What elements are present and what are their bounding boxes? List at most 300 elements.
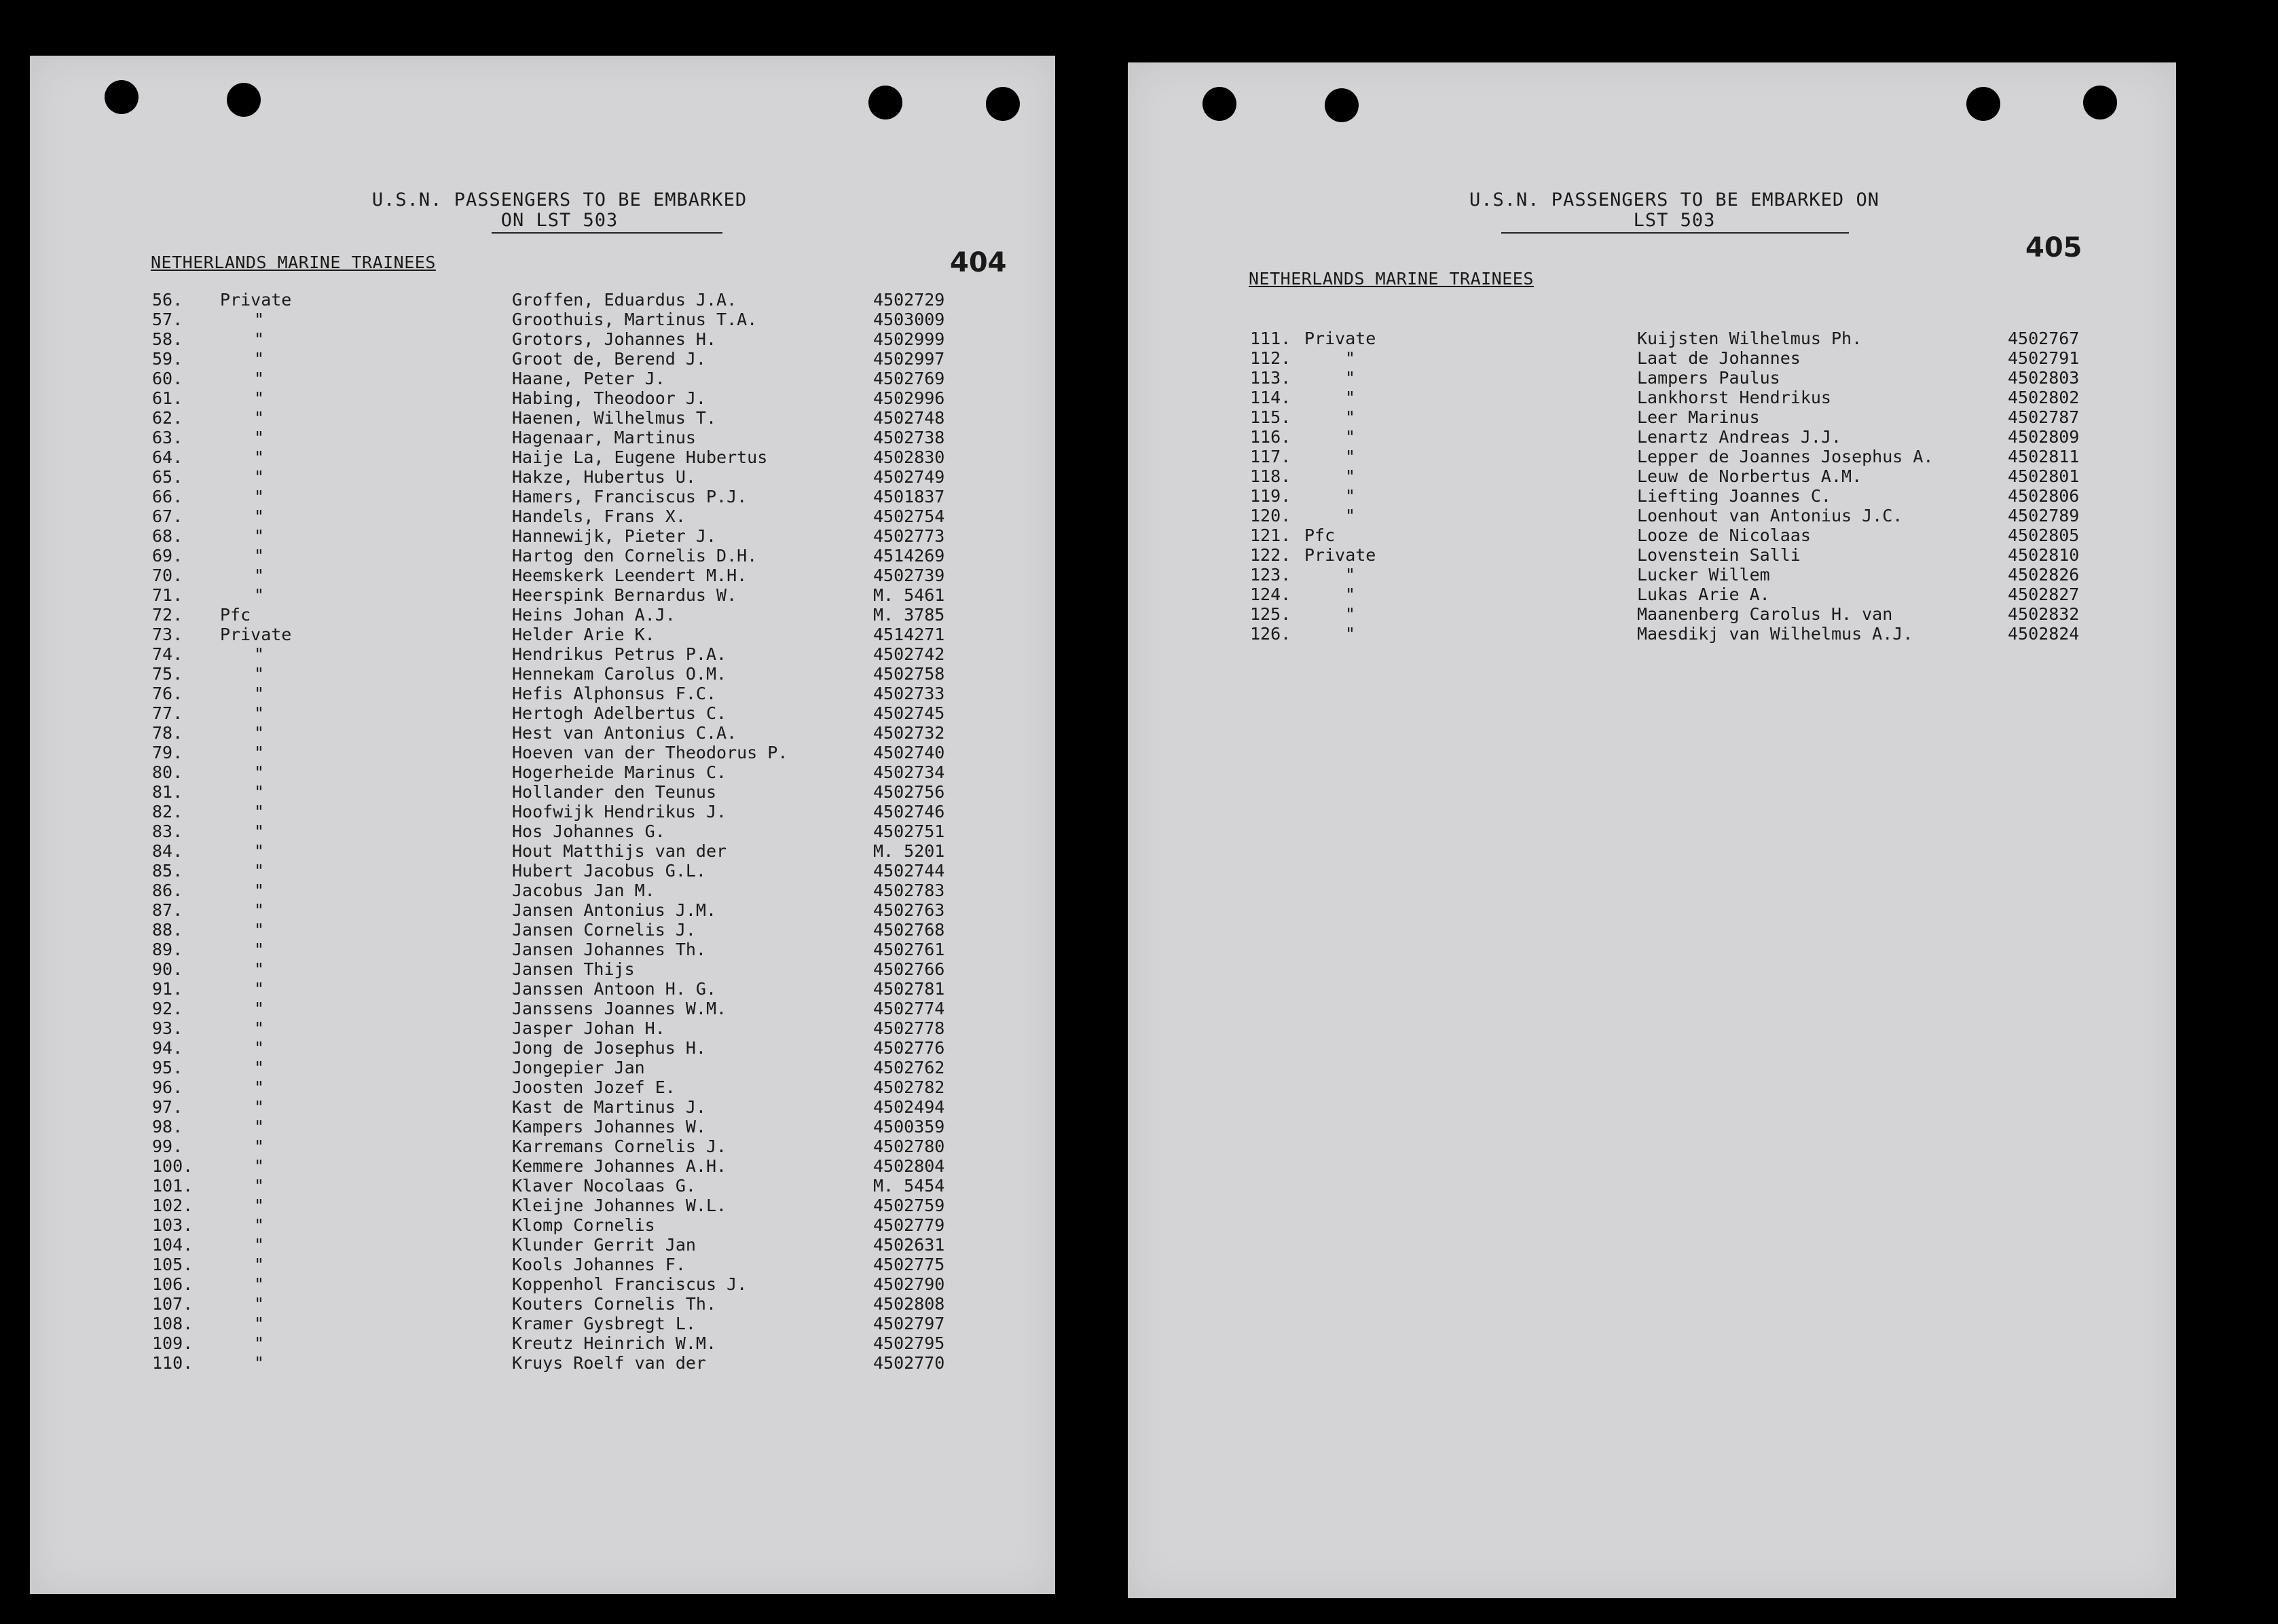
list-item	[152, 487, 967, 506]
entry-number: 70.	[152, 566, 183, 585]
service-number: 4502791	[2008, 348, 2080, 368]
list-item	[152, 861, 967, 881]
service-number: M. 5461	[873, 585, 945, 605]
list-item	[152, 1018, 967, 1038]
entry-number: 107.	[152, 1294, 194, 1314]
list-item	[152, 1215, 967, 1235]
list-item	[152, 782, 967, 802]
passenger-name: Hollander den Teunus	[512, 782, 717, 802]
rank: "	[254, 841, 265, 861]
list-item	[152, 703, 967, 723]
punch-hole	[868, 86, 902, 119]
service-number: 4502808	[873, 1294, 945, 1314]
rank: "	[1345, 427, 1356, 447]
passenger-name: Klunder Gerrit Jan	[512, 1235, 696, 1255]
rank: "	[254, 802, 265, 822]
service-number: 4502761	[873, 940, 945, 959]
rank: "	[254, 1058, 265, 1077]
service-number: 4502766	[873, 959, 945, 979]
entry-number: 101.	[152, 1176, 194, 1196]
rank: "	[1345, 368, 1356, 388]
rank: "	[254, 1176, 265, 1196]
rank: "	[1345, 506, 1356, 525]
list-item	[152, 310, 967, 329]
service-number: 4502795	[873, 1333, 945, 1353]
rank: "	[1345, 585, 1356, 604]
list-item	[152, 822, 967, 841]
entry-number: 122.	[1250, 545, 1291, 565]
rank: "	[1345, 407, 1356, 427]
rank: "	[254, 546, 265, 566]
list-item	[152, 1333, 967, 1353]
rank: "	[254, 920, 265, 940]
passenger-name: Hoeven van der Theodorus P.	[512, 743, 788, 762]
title-line-1: U.S.N. PASSENGERS TO BE EMBARKED ON	[1469, 189, 1879, 210]
title-rule	[1501, 232, 1849, 234]
rank: "	[254, 369, 265, 388]
passenger-name: Jansen Cornelis J.	[512, 920, 696, 940]
list-item	[152, 802, 967, 822]
entry-number: 68.	[152, 526, 183, 546]
section-heading: NETHERLANDS MARINE TRAINEES	[1249, 269, 1534, 289]
passenger-name: Kools Johannes F.	[512, 1255, 686, 1274]
passenger-name: Heins Johan A.J.	[512, 605, 676, 625]
list-item	[152, 1314, 967, 1333]
service-number: 4502745	[873, 703, 945, 723]
passenger-name: Haije La, Eugene Hubertus	[512, 447, 768, 467]
passenger-name: Leuw de Norbertus A.M.	[1637, 466, 1862, 486]
entry-number: 84.	[152, 841, 183, 861]
list-item	[1250, 486, 2080, 506]
rank: Private	[220, 290, 292, 310]
entry-number: 97.	[152, 1097, 183, 1117]
service-number: 4502740	[873, 743, 945, 762]
rank: "	[254, 1038, 265, 1058]
passenger-name: Kouters Cornelis Th.	[512, 1294, 717, 1314]
passenger-name: Haenen, Wilhelmus T.	[512, 408, 717, 428]
service-number: 4502999	[873, 329, 945, 349]
passenger-name: Jansen Johannes Th.	[512, 940, 706, 959]
entry-number: 87.	[152, 900, 183, 920]
list-item	[152, 881, 967, 900]
entry-number: 62.	[152, 408, 183, 428]
service-number: 4502780	[873, 1137, 945, 1156]
service-number: 4502754	[873, 506, 945, 526]
page-title	[369, 190, 750, 234]
passenger-name: Jansen Antonius J.M.	[512, 900, 717, 920]
list-item	[152, 979, 967, 999]
punch-hole	[986, 87, 1020, 121]
entry-number: 109.	[152, 1333, 194, 1353]
entry-number: 85.	[152, 861, 183, 881]
entry-number: 120.	[1250, 506, 1291, 525]
rank: "	[254, 1077, 265, 1097]
entry-number: 67.	[152, 506, 183, 526]
list-item	[152, 349, 967, 369]
list-item	[1250, 329, 2080, 348]
list-item	[152, 388, 967, 408]
service-number: 4502751	[873, 822, 945, 841]
list-item	[152, 920, 967, 940]
passenger-name: Helder Arie K.	[512, 625, 655, 644]
punch-hole	[1325, 88, 1359, 122]
passenger-name: Loenhout van Antonius J.C.	[1637, 506, 1903, 525]
service-number: M. 3785	[873, 605, 945, 625]
passenger-name: Jacobus Jan M.	[512, 881, 655, 900]
rank: "	[254, 723, 265, 743]
rank: "	[254, 664, 265, 684]
rank: "	[254, 881, 265, 900]
entry-number: 75.	[152, 664, 183, 684]
rank: "	[254, 1314, 265, 1333]
rank: "	[254, 329, 265, 349]
service-number: 4502749	[873, 467, 945, 487]
service-number: 4502776	[873, 1038, 945, 1058]
rank: "	[1345, 624, 1356, 644]
entry-number: 104.	[152, 1235, 194, 1255]
service-number: M. 5201	[873, 841, 945, 861]
service-number: 4502781	[873, 979, 945, 999]
service-number: 4502811	[2008, 447, 2080, 466]
list-item	[152, 1196, 967, 1215]
passenger-name: Haane, Peter J.	[512, 369, 665, 388]
entry-number: 95.	[152, 1058, 183, 1077]
rank: "	[254, 861, 265, 881]
entry-number: 79.	[152, 743, 183, 762]
rank: "	[254, 1294, 265, 1314]
entry-number: 78.	[152, 723, 183, 743]
entry-number: 76.	[152, 684, 183, 703]
rank: "	[254, 1255, 265, 1274]
entry-number: 92.	[152, 999, 183, 1018]
rank: "	[254, 310, 265, 329]
entry-number: 69.	[152, 546, 183, 566]
list-item	[1250, 407, 2080, 427]
title-line-1: U.S.N. PASSENGERS TO BE EMBARKED	[371, 189, 748, 210]
entry-number: 98.	[152, 1117, 183, 1137]
list-item	[152, 723, 967, 743]
passenger-name: Hos Johannes G.	[512, 822, 665, 841]
entry-number: 117.	[1250, 447, 1291, 466]
passenger-name: Jansen Thijs	[512, 959, 635, 979]
passenger-name: Janssens Joannes W.M.	[512, 999, 727, 1018]
service-number: 4502734	[873, 762, 945, 782]
passenger-name: Hennekam Carolus O.M.	[512, 664, 727, 684]
service-number: 4501837	[873, 487, 945, 506]
service-number: 4514269	[873, 546, 945, 566]
rank: "	[254, 684, 265, 703]
list-item	[152, 1077, 967, 1097]
list-item	[152, 1235, 967, 1255]
service-number: 4502739	[873, 566, 945, 585]
passenger-name: Kreutz Heinrich W.M.	[512, 1333, 717, 1353]
entry-number: 61.	[152, 388, 183, 408]
rank: Pfc	[1304, 525, 1336, 545]
entry-number: 125.	[1250, 604, 1291, 624]
passenger-name: Kuijsten Wilhelmus Ph.	[1637, 329, 1862, 348]
rank: "	[254, 900, 265, 920]
list-item	[1250, 348, 2080, 368]
list-item	[152, 1117, 967, 1137]
service-number: 4502803	[2008, 368, 2080, 388]
passenger-name: Hakze, Hubertus U.	[512, 467, 696, 487]
punch-hole	[227, 83, 261, 117]
entry-number: 59.	[152, 349, 183, 369]
punch-hole	[1202, 87, 1236, 121]
entry-number: 126.	[1250, 624, 1291, 644]
list-item	[152, 408, 967, 428]
service-number: 4502775	[873, 1255, 945, 1274]
list-item	[152, 1294, 967, 1314]
service-number: 4502742	[873, 644, 945, 664]
passenger-name: Lampers Paulus	[1637, 368, 1780, 388]
service-number: 4502744	[873, 861, 945, 881]
service-number: 4502767	[2008, 329, 2080, 348]
passenger-name: Heerspink Bernardus W.	[512, 585, 737, 605]
service-number: 4502759	[873, 1196, 945, 1215]
list-item	[152, 900, 967, 920]
list-item	[1250, 368, 2080, 388]
rank: "	[254, 1215, 265, 1235]
entry-number: 71.	[152, 585, 183, 605]
passenger-name: Hagenaar, Martinus	[512, 428, 696, 447]
rank: "	[1345, 565, 1356, 585]
list-item	[1250, 466, 2080, 486]
service-number: 4502806	[2008, 486, 2080, 506]
rank: "	[254, 979, 265, 999]
rank: "	[1345, 604, 1356, 624]
page-number: 405	[2025, 232, 2082, 263]
rank: "	[254, 388, 265, 408]
passenger-name: Maanenberg Carolus H. van	[1637, 604, 1893, 624]
rank: "	[1345, 466, 1356, 486]
passenger-name: Kemmere Johannes A.H.	[512, 1156, 727, 1176]
service-number: 4502732	[873, 723, 945, 743]
rank: "	[254, 999, 265, 1018]
passenger-name: Liefting Joannes C.	[1637, 486, 1831, 506]
passenger-name: Hoofwijk Hendrikus J.	[512, 802, 727, 822]
service-number: 4502774	[873, 999, 945, 1018]
list-item	[152, 1137, 967, 1156]
entry-number: 72.	[152, 605, 183, 625]
list-item	[152, 506, 967, 526]
service-number: 4502997	[873, 349, 945, 369]
service-number: 4502768	[873, 920, 945, 940]
list-item	[152, 329, 967, 349]
punch-hole	[105, 80, 139, 114]
list-item	[152, 625, 967, 644]
service-number: 4502790	[873, 1274, 945, 1294]
service-number: 4502733	[873, 684, 945, 703]
service-number: 4502789	[2008, 506, 2080, 525]
list-item	[152, 1156, 967, 1176]
service-number: 4502797	[873, 1314, 945, 1333]
passenger-name: Joosten Jozef E.	[512, 1077, 676, 1097]
list-item	[1250, 427, 2080, 447]
passenger-name: Hertogh Adelbertus C.	[512, 703, 727, 723]
rank: Pfc	[220, 605, 251, 625]
list-item	[152, 762, 967, 782]
entry-number: 65.	[152, 467, 183, 487]
passenger-name: Hamers, Franciscus P.J.	[512, 487, 748, 506]
passenger-name: Kruys Roelf van der	[512, 1353, 706, 1373]
entry-number: 57.	[152, 310, 183, 329]
service-number: 4502801	[2008, 466, 2080, 486]
service-number: 4502832	[2008, 604, 2080, 624]
entry-number: 116.	[1250, 427, 1291, 447]
rank: "	[254, 585, 265, 605]
list-item	[152, 428, 967, 447]
service-number: 4502756	[873, 782, 945, 802]
passenger-name: Lankhorst Hendrikus	[1637, 388, 1831, 407]
rank: "	[254, 1117, 265, 1137]
rank: "	[254, 506, 265, 526]
service-number: 4502783	[873, 881, 945, 900]
service-number: 4502773	[873, 526, 945, 546]
list-item	[1250, 388, 2080, 407]
entry-number: 112.	[1250, 348, 1291, 368]
passenger-name: Looze de Nicolaas	[1637, 525, 1811, 545]
rank: "	[254, 762, 265, 782]
service-number: 4502779	[873, 1215, 945, 1235]
entry-number: 73.	[152, 625, 183, 644]
entry-number: 100.	[152, 1156, 194, 1176]
list-item	[1250, 624, 2080, 644]
list-item	[1250, 585, 2080, 604]
passenger-name: Lucker Willem	[1637, 565, 1770, 585]
list-item	[152, 841, 967, 861]
list-item	[152, 1097, 967, 1117]
entry-number: 103.	[152, 1215, 194, 1235]
passenger-name: Heemskerk Leendert M.H.	[512, 566, 748, 585]
title-line-2: ON LST 503	[500, 210, 619, 231]
rank: "	[254, 743, 265, 762]
passenger-name: Leer Marinus	[1637, 407, 1760, 427]
passenger-name: Hubert Jacobus G.L.	[512, 861, 706, 881]
entry-number: 114.	[1250, 388, 1291, 407]
passenger-name: Kleijne Johannes W.L.	[512, 1196, 727, 1215]
list-item	[1250, 447, 2080, 466]
passenger-name: Jasper Johan H.	[512, 1018, 665, 1038]
passenger-name: Groot de, Berend J.	[512, 349, 706, 369]
list-item	[152, 684, 967, 703]
list-item	[152, 644, 967, 664]
entry-number: 86.	[152, 881, 183, 900]
passenger-name: Lukas Arie A.	[1637, 585, 1770, 604]
document-page-404	[30, 56, 1055, 1594]
list-item	[152, 605, 967, 625]
page-title	[1467, 190, 1881, 234]
entry-number: 99.	[152, 1137, 183, 1156]
list-item	[1250, 565, 2080, 585]
list-item	[152, 447, 967, 467]
service-number: 4502738	[873, 428, 945, 447]
entry-number: 81.	[152, 782, 183, 802]
passenger-name: Hefis Alphonsus F.C.	[512, 684, 717, 703]
entry-number: 108.	[152, 1314, 194, 1333]
passenger-name: Jong de Josephus H.	[512, 1038, 706, 1058]
section-heading: NETHERLANDS MARINE TRAINEES	[151, 253, 436, 272]
rank: "	[254, 1018, 265, 1038]
entry-number: 77.	[152, 703, 183, 723]
passenger-name: Grotors, Johannes H.	[512, 329, 717, 349]
entry-number: 91.	[152, 979, 183, 999]
punch-hole	[2083, 86, 2117, 119]
service-number: 4502746	[873, 802, 945, 822]
entry-number: 105.	[152, 1255, 194, 1274]
entry-number: 83.	[152, 822, 183, 841]
service-number: 4502758	[873, 664, 945, 684]
list-item	[152, 999, 967, 1018]
list-item	[1250, 506, 2080, 525]
document-page-405	[1128, 62, 2176, 1598]
passenger-name: Groffen, Eduardus J.A.	[512, 290, 737, 310]
rank: "	[1345, 348, 1356, 368]
passenger-name: Janssen Antoon H. G.	[512, 979, 717, 999]
passenger-name: Kampers Johannes W.	[512, 1117, 706, 1137]
title-rule	[492, 232, 722, 234]
service-number: 4502631	[873, 1235, 945, 1255]
rank: "	[254, 526, 265, 546]
passenger-name: Hogerheide Marinus C.	[512, 762, 727, 782]
passenger-name: Hartog den Cornelis D.H.	[512, 546, 758, 566]
entry-number: 121.	[1250, 525, 1291, 545]
entry-number: 88.	[152, 920, 183, 940]
passenger-name: Groothuis, Martinus T.A.	[512, 310, 758, 329]
list-item	[152, 467, 967, 487]
passenger-name: Laat de Johannes	[1637, 348, 1801, 368]
service-number: 4502830	[873, 447, 945, 467]
list-item	[152, 1353, 967, 1373]
passenger-name: Klomp Cornelis	[512, 1215, 655, 1235]
title-line-2: LST 503	[1633, 210, 1716, 231]
entry-number: 123.	[1250, 565, 1291, 585]
list-item	[152, 585, 967, 605]
rank: Private	[1304, 545, 1376, 565]
rank: "	[254, 467, 265, 487]
service-number: 4502809	[2008, 427, 2080, 447]
rank: "	[254, 703, 265, 723]
entry-number: 119.	[1250, 486, 1291, 506]
passenger-name: Jongepier Jan	[512, 1058, 645, 1077]
rank: "	[254, 822, 265, 841]
passenger-name: Handels, Frans X.	[512, 506, 686, 526]
entry-number: 80.	[152, 762, 183, 782]
rank: "	[254, 487, 265, 506]
entry-number: 118.	[1250, 466, 1291, 486]
rank: "	[254, 782, 265, 802]
rank: Private	[220, 625, 292, 644]
rank: "	[254, 428, 265, 447]
list-item	[152, 743, 967, 762]
service-number: 4502826	[2008, 565, 2080, 585]
list-item	[152, 959, 967, 979]
passenger-name: Hest van Antonius C.A.	[512, 723, 737, 743]
list-item	[152, 1058, 967, 1077]
entry-number: 60.	[152, 369, 183, 388]
rank: "	[254, 349, 265, 369]
entry-number: 56.	[152, 290, 183, 310]
service-number: 4502996	[873, 388, 945, 408]
rank: "	[254, 1196, 265, 1215]
list-item	[152, 546, 967, 566]
list-item	[152, 1176, 967, 1196]
entry-number: 110.	[152, 1353, 194, 1373]
service-number: 4502810	[2008, 545, 2080, 565]
rank: "	[1345, 447, 1356, 466]
passenger-name: Karremans Cornelis J.	[512, 1137, 727, 1156]
entry-number: 115.	[1250, 407, 1291, 427]
